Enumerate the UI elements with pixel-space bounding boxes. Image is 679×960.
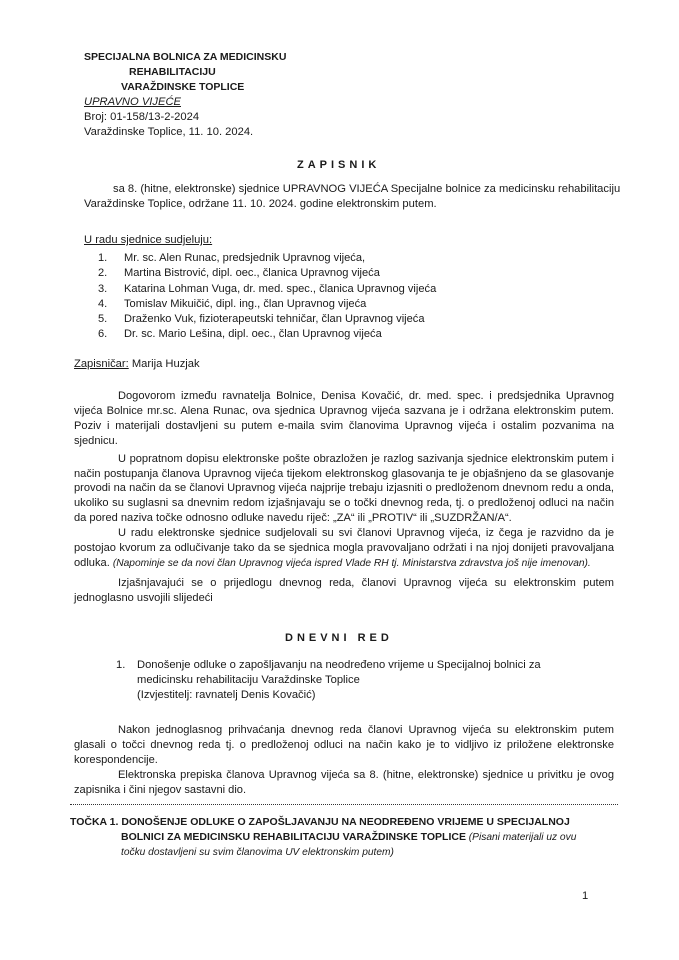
paragraph-quorum: U radu elektronske sjednice sudjelovali su svi članovi Upravnog vijeća, iz čega je razvidno da je postojao kvorum za odlučivanje tako da se sjednica mogla pravovaljano održati i na njoj donijeti pravovaljana odluka. (Napominje se da novi član Upravnog vijeća ispred Vlade RH tj. Ministarstva zdravstva još nije imenovan). (74, 527, 614, 569)
dotted-separator (70, 804, 618, 805)
recorder-label: Zapisničar: (74, 358, 129, 370)
paragraph-agenda-adoption: Izjašnjavajući se o prijedlogu dnevnog reda, članovi Upravnog vijeća su elektronskim putem jednoglasno usvojili slijedeći (74, 576, 614, 604)
quorum-note: (Napominje se da novi član Upravnog vijeća ispred Vlade RH tj. Ministarstva zdravstva još nije imenovan). (112, 557, 591, 569)
agenda-item-line1: Donošenje odluke o zapošljavanju na neodređeno vrijeme u Specijalnoj bolnici za (137, 659, 541, 671)
participants-list (98, 251, 436, 343)
point1-heading-line2: BOLNICI ZA MEDICINSKU REHABILITACIJU VARAŽDINSKE TOPLICE (Pisani materijali uz ovu (121, 831, 577, 843)
list-item: 2. Martina Bistrović, dipl. oec., članica Upravnog vijeća (98, 267, 380, 280)
institution-line3: VARAŽDINSKE TOPLICE (121, 81, 245, 93)
recorder-name: Marija Huzjak (128, 358, 200, 370)
agenda-item-line2: medicinsku rehabilitaciju Varaždinske Toplice (137, 674, 360, 686)
agenda-heading: DNEVNI RED (285, 632, 393, 644)
body-name: UPRAVNO VIJEĆE (84, 96, 181, 108)
paragraph-attachment: Elektronska prepiska članova Upravnog vijeća sa 8. (hitne, elektronske) sjednice u privitku je ovog zapisnika i čini njegov sastavni dio. (74, 768, 614, 796)
recorder (74, 357, 200, 372)
list-item: 6. Dr. sc. Mario Lešina, dipl. oec., član Upravnog vijeća (98, 328, 382, 341)
list-item: 3. Katarina Lohman Vuga, dr. med. spec., članica Upravnog vijeća (98, 282, 437, 295)
intro-line2: Varaždinske Toplice, održane 11. 10. 2024. godine elektronskim putem. (84, 198, 437, 210)
paragraph-vote-result: Nakon jednoglasnog prihvaćanja dnevnog reda članovi Upravnog vijeća su elektronskim putem glasali o točci dnevnog reda tj. o predloženoj odluci na način kako je to vidljivo iz priložene elektronske korespondencije. (74, 724, 614, 766)
agenda-item-number: 1. (116, 659, 126, 671)
closing-text (74, 723, 614, 798)
point1-heading-line1: TOČKA 1. DONOŠENJE ODLUKE O ZAPOŠLJAVANJU NA NEODREĐENO VRIJEME U SPECIJALNOJ (70, 816, 570, 828)
list-item: 5. Draženko Vuk, fizioterapeutski tehničar, član Upravnog vijeća (98, 313, 425, 326)
agenda-item-rapporteur: (Izvjestitelj: ravnatelj Denis Kovačić) (137, 689, 316, 701)
paragraph-convocation: Dogovorom između ravnatelja Bolnice, Denisa Kovačić, dr. med. spec. i predsjednika Upravnog vijeća Bolnice mr.sc. Alena Runac, ova sjednica Upravnog vijeća sazvana je i održana elektronskim putem. Poziv i materijali dostavljeni su putem e-maila svim članovima Upravnog vijeća i ostalim pozvanima na sjednicu. (74, 390, 614, 447)
list-item: 1. Mr. sc. Alen Runac, predsjednik Upravnog vijeća, (98, 252, 366, 264)
institution-line1: SPECIJALNA BOLNICA ZA MEDICINSKU (84, 51, 287, 63)
intro-text: sa 8. (hitne, elektronske) sjednice UPRAVNOG VIJEĆA Specijalne bolnice za medicinsku rehabilitaciju (113, 183, 621, 195)
list-item: 4. Tomislav Mikuičić, dipl. ing., član Upravnog vijeća (98, 297, 367, 310)
body-text (74, 389, 614, 606)
point1-heading-line3: točku dostavljeni su svim članovima UV elektronskim putem) (121, 847, 394, 858)
document-title: ZAPISNIK (297, 159, 381, 171)
institution-line2: REHABILITACIJU (129, 66, 216, 78)
participants-heading: U radu sjednice sudjeluju: (84, 234, 213, 246)
intro-line1 (113, 182, 620, 197)
page-number: 1 (582, 890, 589, 902)
place-date: Varaždinske Toplice, 11. 10. 2024. (84, 126, 254, 138)
document-number: Broj: 01-158/13-2-2024 (84, 111, 200, 123)
paragraph-voting-procedure: U popratnom dopisu elektronske pošte obrazložen je razlog sazivanja sjednice elektronskim putem i način postupanja članova Upravnog vijeća tijekom elektronskog glasovanja te je objašnjeno da se glasovanje provodi na način da se članovi Upravnog vijeća najprije trebaju izjasniti o predloženom dnevnom redu a onda, ukoliko su suglasni sa dnevnim redom izjašnjavaju se o točki dnevnog reda, tj. o predloženoj odluci na način da pored naziva točke odnosno odluke navedu riječ: „ZA“ ili „PROTIV“ ili „SUZDRŽAN/A“. (74, 452, 614, 525)
